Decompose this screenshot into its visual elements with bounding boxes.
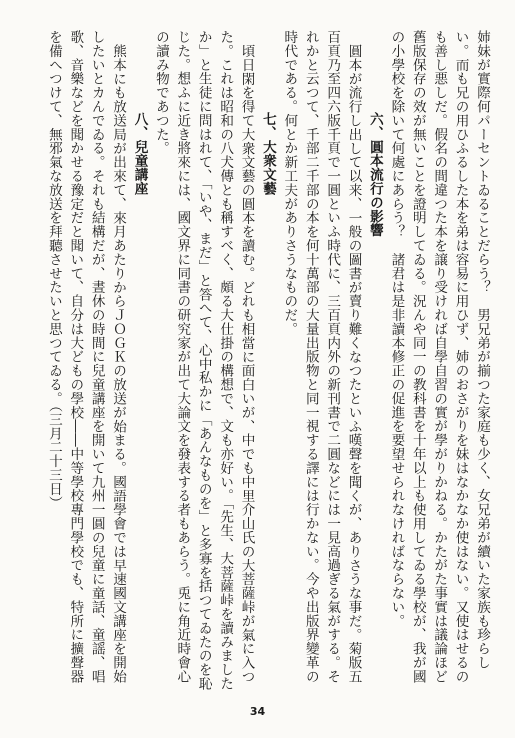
page-number: 34	[249, 705, 266, 718]
paragraph: 頃日閑を得て大衆文藝の圓本を讀む。どれも相當に面白いが、中でも中里介山氏の大菩薩峠が氣に入つた。これは昭和の八犬傳とも稱すべく、頗る大仕掛の構想で、文も亦好い。「先生、大菩薩峠を讀みましたか」と生徒に問はれて、「いや、まだ」と答へて、心中私かに「あんなものを」と多寡を括つてゐたのを恥じた。想ふに近き將來には、國文界に同書の研究家が出て大論文を發表する者もあらう。兎に角近時會心の讀み物であつた。	[152, 30, 255, 691]
article-body	[42, 30, 492, 695]
section-heading: 七、大衆文藝	[259, 111, 276, 195]
paragraph: 熊本にも放送局が出來て、來月あたりからＪＯＧＫの放送が始まる。國語學會では早速國文講座を開始したいとカんでゐる。それも結構だが、晝休の時間に兒童講座を開いて九州一圓の兒童に童話、童謡、唱歌、音樂などを聞かせる豫定だと聞いて、自分は大どもの學校――中等學校專門學校でも、特所に擴聲器を備へつけて、無邪氣な放送を拜聽させたいと思つてゐる。（三月二十三日）	[45, 30, 127, 684]
section-heading: 六、圓本流行の影響	[366, 111, 383, 237]
paragraph: 圓本が流行し出して以来、一般の圖書が賣り難くなつたといふ嘆聲を聞くが、ありさうな事だ。菊版五百頁乃至四六版千頁で一圓といふ時代に、三百頁内外の新刊書で二圓などには一見高過ぎる氣がする。それかと云つて、千部二千部の本を何十萬部の大量出版物と同一視する譯には行かない。今や出版界變革の時代である。何とか新工夫がありさうなものだ。	[281, 30, 362, 684]
paragraph: 姉妹が實際何パーセントゐることだらう？ 男兄弟が揃つた家庭も少く、女兄弟が續いた家族も珍らしい。而も兄の用ひふるした本を弟は容易に用ひず、姉のおさがりを妹はなかなか使はない。又使はせるのも善し悪しだ。假名の間違つた本を譲り受ければ自學自習の實が學がりかねる。かたがた事實は議論ほど舊版保存の效が無いことを證明してゐる。況んや同一の教科書を十年以上も使用してゐる學校が、我が國の小學校を除いて何處にあらう？ 諸君は是非讀本修正の促進を要望せられなければならない。	[388, 30, 490, 684]
section-heading: 八、兒童講座	[131, 111, 148, 195]
